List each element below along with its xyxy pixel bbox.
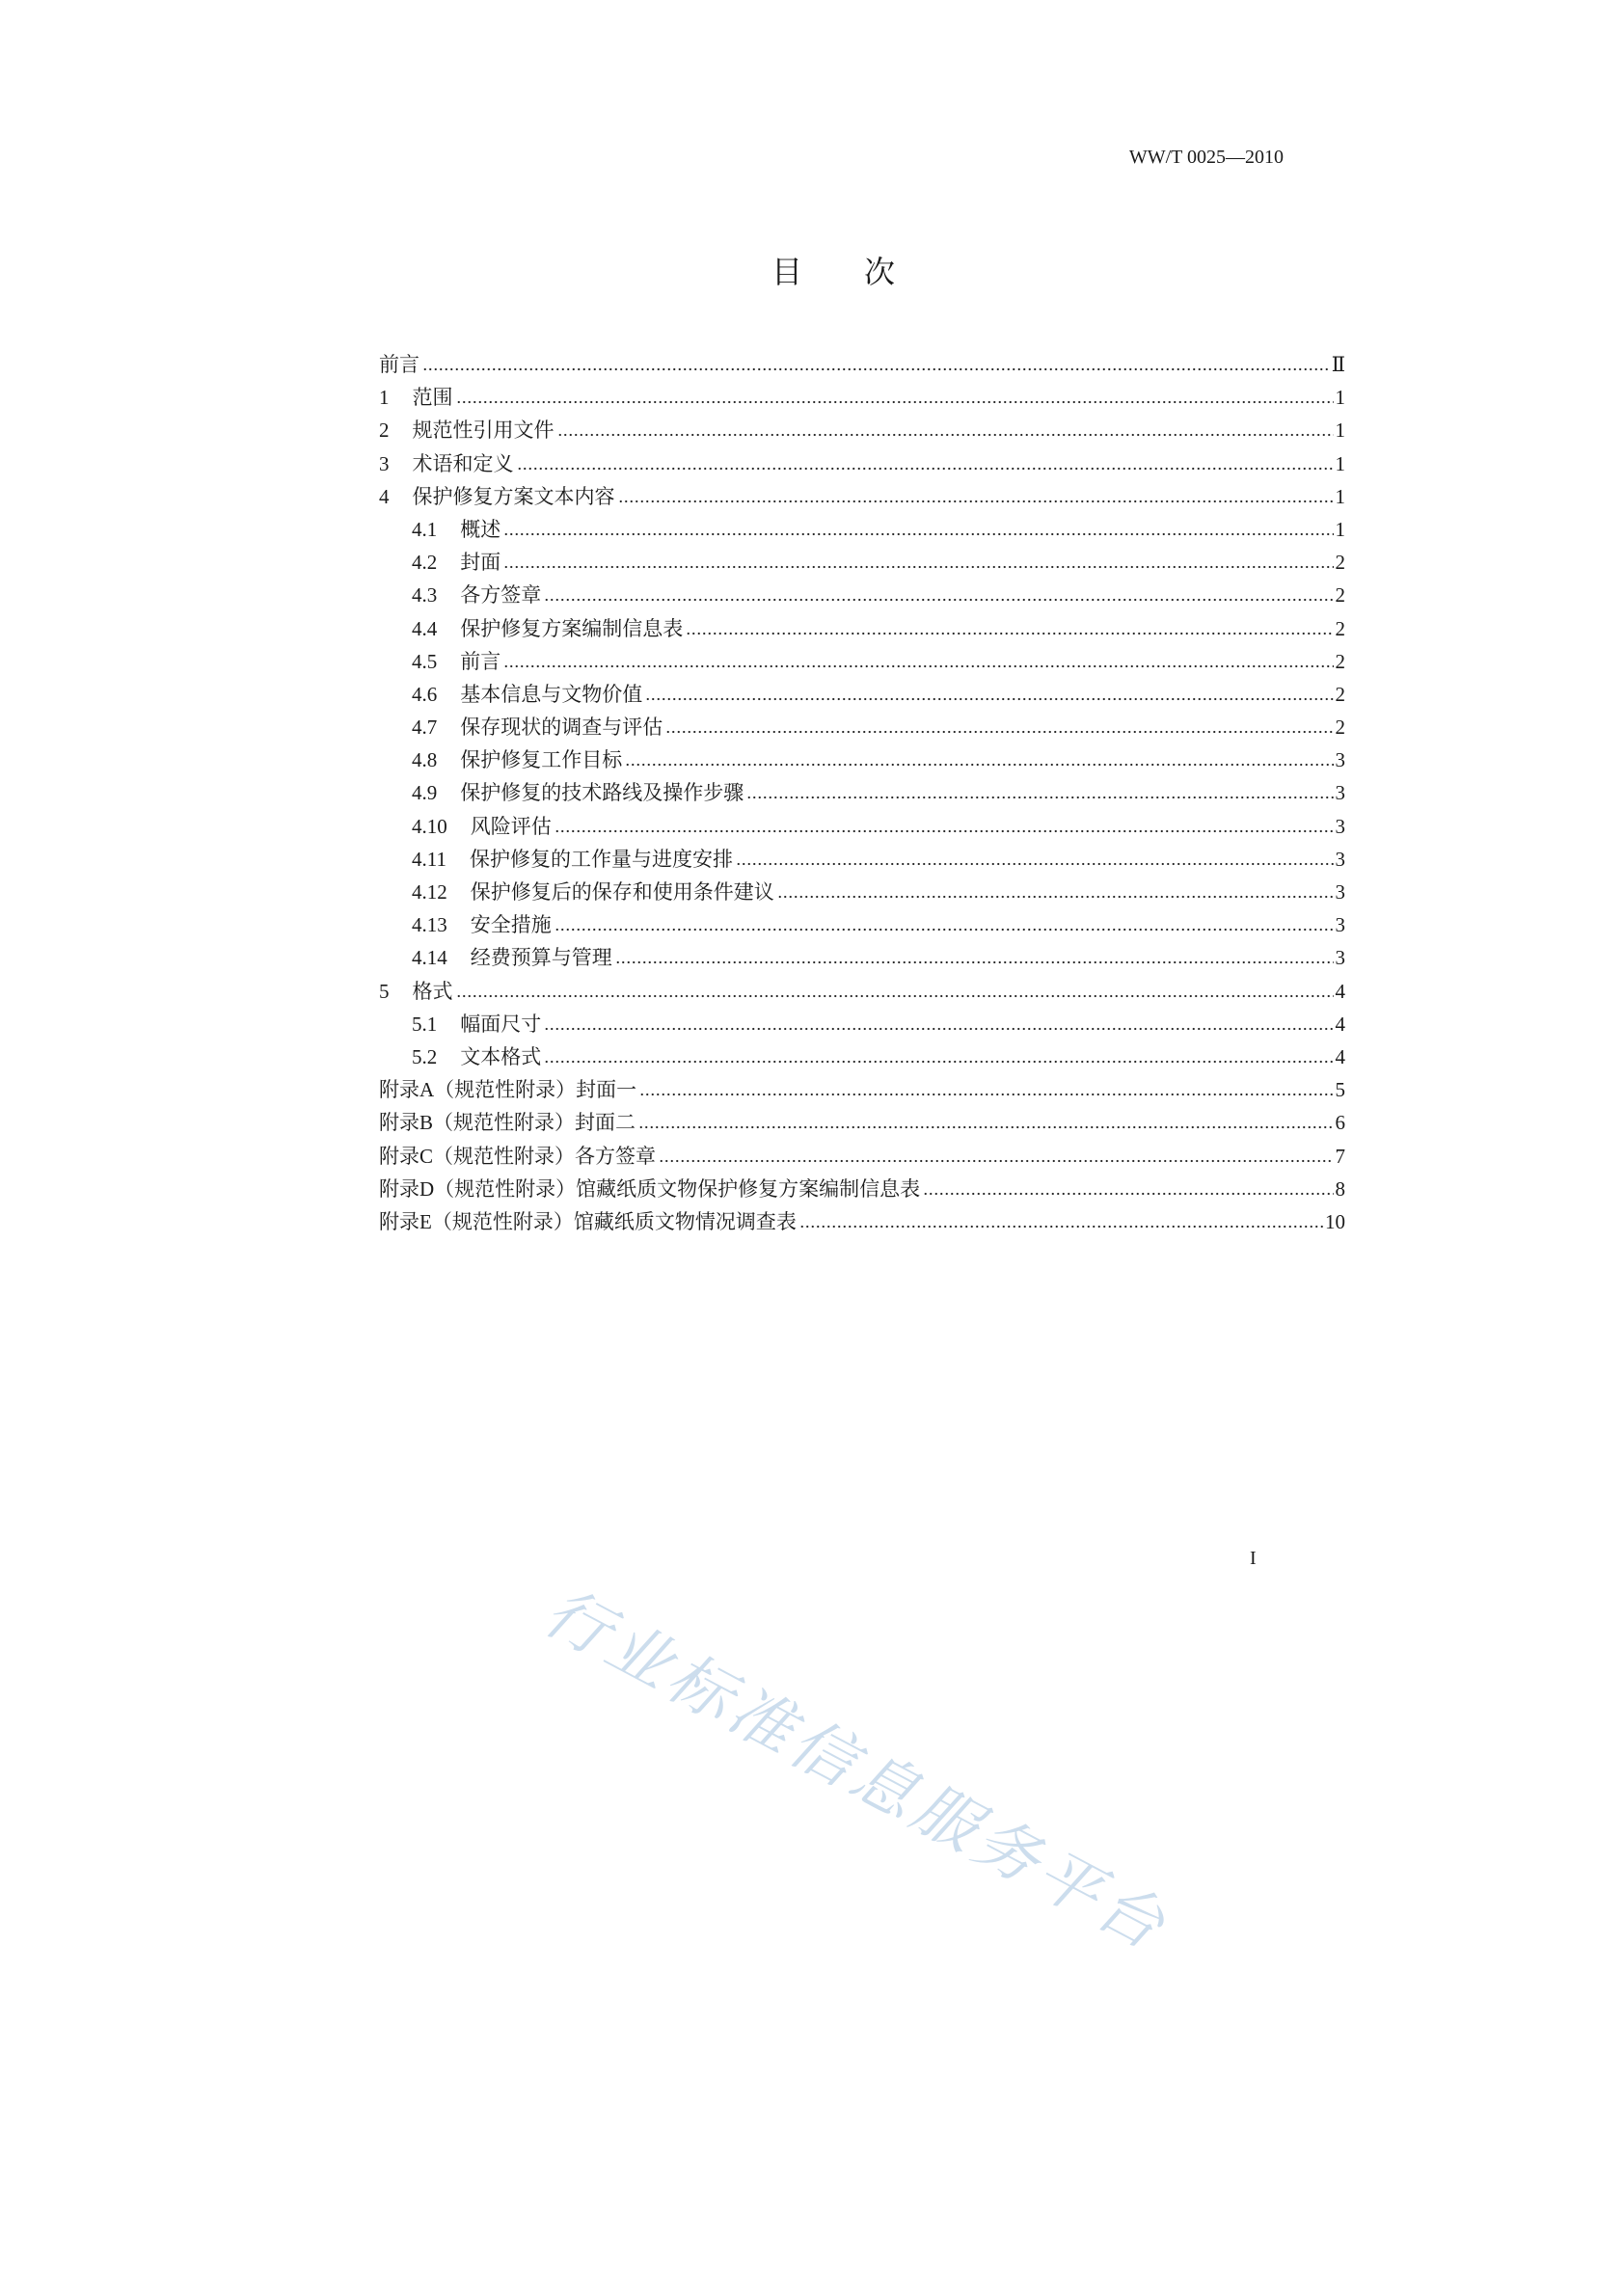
toc-entry-page: 7: [1335, 1144, 1345, 1168]
toc-entry-title: 前言: [460, 649, 501, 673]
toc-entry-number: 5.2: [412, 1044, 438, 1068]
toc-entry-4-1[interactable]: [379, 513, 1345, 546]
toc-entry-1[interactable]: [379, 381, 1345, 414]
toc-entry-page: 1: [1335, 451, 1345, 475]
dot-leader: [456, 400, 1334, 404]
toc-entry-number: 1: [379, 386, 390, 410]
toc-entry-number: 2: [379, 419, 390, 443]
toc-entry-page: 4: [1335, 1012, 1345, 1036]
toc-entry-page: 5: [1335, 1078, 1345, 1102]
toc-entry-title: 保护修复工作目标: [460, 748, 623, 772]
toc-entry-4-3[interactable]: [379, 579, 1345, 611]
dot-leader: [503, 565, 1333, 569]
toc-entry-page: 6: [1335, 1111, 1345, 1135]
toc-entry-page: 3: [1335, 748, 1345, 772]
dot-leader: [665, 730, 1333, 734]
toc-entry-page: 3: [1335, 847, 1345, 871]
dot-leader: [544, 598, 1333, 602]
toc-entry-number: 4.10: [412, 814, 447, 838]
toc-entry-4-13[interactable]: [379, 908, 1345, 941]
toc-entry-title: 规范性引用文件: [412, 419, 555, 443]
toc-entry-number: 4.6: [412, 682, 438, 706]
toc-entry-number: 4: [379, 484, 390, 508]
toc-entry-title: 文本格式: [460, 1044, 542, 1068]
page-title: 目 次: [771, 255, 896, 289]
toc-entry-number: 4.8: [412, 748, 438, 772]
toc-entry-3[interactable]: [379, 447, 1345, 480]
toc-entry-number: 4.4: [412, 616, 438, 640]
toc-entry-title: 附录C（规范性附录）各方签章: [379, 1144, 657, 1168]
toc-entry-appendix-a[interactable]: [379, 1073, 1345, 1106]
toc-entry-page: 3: [1335, 781, 1345, 805]
toc-entry-title: 保护修复方案文本内容: [412, 484, 615, 508]
toc-entry-5[interactable]: [379, 975, 1345, 1008]
dot-leader: [555, 829, 1334, 833]
table-of-contents: [379, 348, 1345, 1238]
dot-leader: [557, 433, 1334, 437]
toc-entry-4-8[interactable]: [379, 743, 1345, 776]
dot-leader: [746, 796, 1333, 799]
dot-leader: [799, 1225, 1323, 1229]
toc-entry-4-4[interactable]: [379, 612, 1345, 645]
dot-leader: [777, 895, 1334, 899]
toc-entry-5-1[interactable]: [379, 1008, 1345, 1040]
toc-entry-title: 附录D（规范性附录）馆藏纸质文物保护修复方案编制信息表: [379, 1176, 921, 1201]
dot-leader: [625, 763, 1333, 767]
toc-entry-4[interactable]: [379, 480, 1345, 513]
toc-entry-4-7[interactable]: [379, 711, 1345, 743]
toc-entry-title: 保护修复的技术路线及操作步骤: [460, 781, 744, 805]
toc-entry-4-6[interactable]: [379, 678, 1345, 711]
dot-leader: [923, 1192, 1333, 1196]
dot-leader: [615, 960, 1334, 964]
toc-entry-number: 5.1: [412, 1012, 438, 1036]
toc-entry-appendix-e[interactable]: [379, 1205, 1345, 1238]
toc-entry-page: 3: [1335, 880, 1345, 904]
dot-leader: [638, 1125, 1333, 1129]
toc-entry-foreword[interactable]: [379, 348, 1345, 381]
toc-entry-number: 4.11: [412, 847, 446, 871]
toc-entry-page: 3: [1335, 814, 1345, 838]
dot-leader: [544, 1060, 1333, 1064]
toc-entry-title: 幅面尺寸: [460, 1012, 542, 1036]
toc-entry-page: 4: [1335, 1044, 1345, 1068]
toc-entry-appendix-c[interactable]: [379, 1140, 1345, 1173]
toc-entry-page: 8: [1335, 1176, 1345, 1201]
toc-entry-appendix-d[interactable]: [379, 1173, 1345, 1205]
toc-entry-page: 2: [1335, 682, 1345, 706]
toc-entry-appendix-b[interactable]: [379, 1106, 1345, 1139]
toc-entry-title: 保护修复方案编制信息表: [460, 616, 684, 640]
toc-entry-title: 保存现状的调查与评估: [460, 716, 663, 740]
toc-entry-page: 1: [1335, 484, 1345, 508]
dot-leader: [736, 862, 1334, 866]
toc-entry-page: 1: [1335, 419, 1345, 443]
toc-entry-number: 4.9: [412, 781, 438, 805]
toc-entry-title: 附录E（规范性附录）馆藏纸质文物情况调查表: [379, 1209, 797, 1233]
toc-entry-page: 1: [1335, 386, 1345, 410]
toc-entry-5-2[interactable]: [379, 1040, 1345, 1073]
dot-leader: [659, 1159, 1333, 1163]
toc-entry-title: 风险评估: [470, 814, 552, 838]
toc-entry-title: 术语和定义: [412, 451, 514, 475]
dot-leader: [618, 500, 1334, 503]
toc-entry-number: 3: [379, 451, 390, 475]
toc-entry-4-9[interactable]: [379, 776, 1345, 809]
toc-entry-number: 4.5: [412, 649, 438, 673]
toc-entry-page: 2: [1335, 583, 1345, 608]
toc-entry-title: 封面: [460, 551, 501, 575]
dot-leader: [686, 632, 1333, 635]
toc-entry-title: 前言: [379, 353, 419, 376]
toc-entry-2[interactable]: [379, 414, 1345, 446]
toc-entry-title: 基本信息与文物价值: [460, 682, 643, 706]
toc-entry-title: 保护修复后的保存和使用条件建议: [470, 880, 774, 904]
toc-entry-title: 经费预算与管理: [470, 946, 612, 970]
toc-entry-page: 2: [1335, 616, 1345, 640]
toc-entry-page: Ⅱ: [1331, 353, 1345, 376]
dot-leader: [517, 467, 1334, 471]
toc-entry-page: 4: [1335, 979, 1345, 1003]
dot-leader: [503, 664, 1333, 668]
toc-entry-4-5[interactable]: [379, 645, 1345, 678]
toc-entry-page: 3: [1335, 946, 1345, 970]
toc-entry-title: 格式: [412, 979, 453, 1003]
toc-entry-page: 2: [1335, 649, 1345, 673]
toc-entry-4-12[interactable]: [379, 876, 1345, 908]
toc-entry-title: 附录A（规范性附录）封面一: [379, 1078, 637, 1102]
toc-entry-title: 附录B（规范性附录）封面二: [379, 1111, 636, 1135]
toc-entry-number: 4.7: [412, 716, 438, 740]
toc-entry-title: 概述: [460, 517, 501, 541]
toc-entry-number: 4.3: [412, 583, 438, 608]
toc-entry-number: 4.14: [412, 946, 447, 970]
toc-entry-title: 安全措施: [470, 913, 552, 937]
watermark: 行业标准信息服务平台: [532, 1574, 1181, 1966]
dot-leader: [645, 697, 1333, 701]
standard-code: WW/T 0025—2010: [1128, 147, 1284, 168]
toc-entry-number: 4.2: [412, 551, 438, 575]
toc-entry-page: 1: [1335, 517, 1345, 541]
toc-entry-page: 2: [1335, 551, 1345, 575]
dot-leader: [422, 367, 1330, 371]
toc-entry-4-14[interactable]: [379, 941, 1345, 974]
toc-entry-number: 4.13: [412, 913, 447, 937]
dot-leader: [456, 994, 1334, 998]
dot-leader: [544, 1027, 1333, 1031]
toc-entry-number: 4.1: [412, 517, 438, 541]
toc-entry-title: 各方签章: [460, 583, 542, 608]
dot-leader: [503, 532, 1333, 536]
toc-entry-number: 5: [379, 979, 390, 1003]
toc-entry-title: 保护修复的工作量与进度安排: [469, 847, 733, 871]
toc-entry-4-11[interactable]: [379, 843, 1345, 876]
dot-leader: [639, 1093, 1333, 1096]
dot-leader: [555, 928, 1334, 932]
toc-entry-4-2[interactable]: [379, 546, 1345, 579]
toc-entry-title: 范围: [412, 386, 453, 410]
toc-entry-page: 3: [1335, 913, 1345, 937]
toc-entry-page: 2: [1335, 716, 1345, 740]
toc-entry-page: 10: [1325, 1209, 1345, 1233]
page-number: I: [1250, 1548, 1257, 1569]
toc-entry-4-10[interactable]: [379, 810, 1345, 843]
toc-entry-number: 4.12: [412, 880, 447, 904]
